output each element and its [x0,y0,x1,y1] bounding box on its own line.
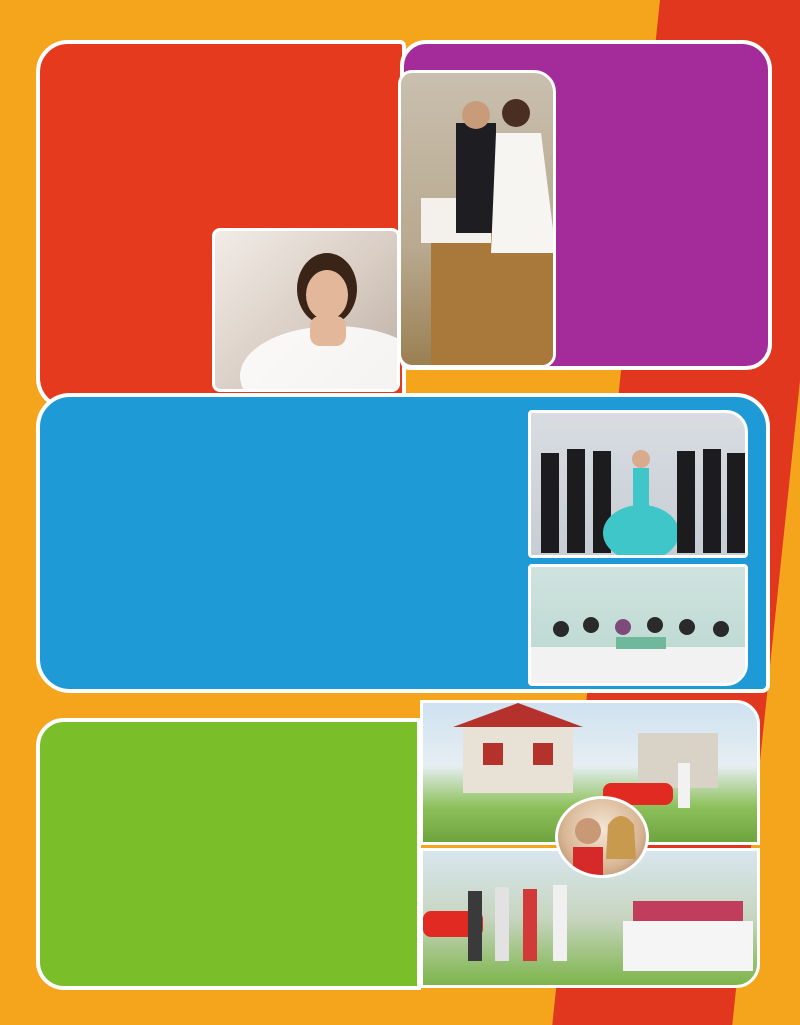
couple-portrait-circle [555,796,649,878]
article-daniel-martinez [36,718,421,990]
quinceanera-chambelanes-photo [528,410,748,558]
wedding-illustration [401,73,556,368]
reception-illustration [531,567,748,686]
article-body [566,152,754,166]
article-body [50,102,386,104]
reception-table-photo [528,564,748,686]
article-body [60,473,526,489]
article-body [58,776,418,792]
quinceanera-portrait-photo [212,228,400,392]
portrait-illustration [215,231,400,392]
chambelanes-illustration [531,413,748,558]
wedding-cake-photo [398,70,556,368]
